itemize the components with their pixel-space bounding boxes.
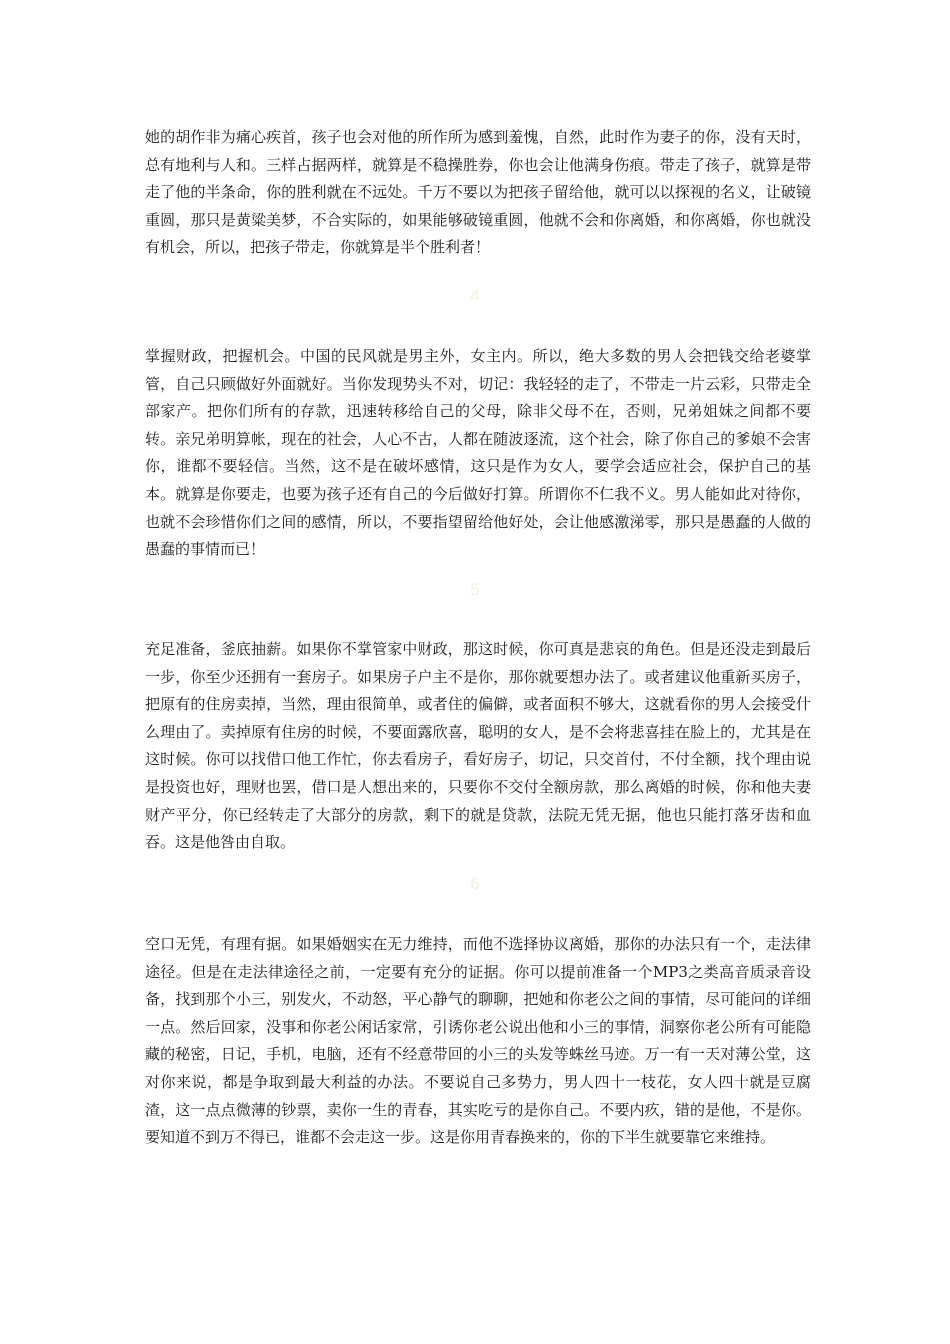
section-number-5: 5 (470, 580, 480, 599)
paragraph-preparation: 充足准备，釜底抽薪。如果你不掌管家中财政，那这时候，你可真是悲哀的角色。但是还没走到最后一步，你至少还拥有一套房子。如果房子户主不是你，那你就要想办法了。或者建议他重新买房子，把原有的住房卖掉，当然，理由很简单，或者住的偏僻，或者面积不够大，这就看你的男人会接受什么理由了。卖掉原有住房的时候，不要面露欣喜，聪明的女人，是不会将悲喜挂在脸上的，尤其是在这时候。你可以找借口他工作忙，你去看房子，看好房子，切记，只交首付，不付全额，找个理由说是投资也好，理财也罢，借口是人想出来的，只要你不交付全额房款，那么离婚的时候，你和他夫妻财产平分，你已经转走了大部分的房款，剩下的就是贷款，法院无凭无据，他也只能打落牙齿和血吞。这是他咎由自取。 (145, 640, 811, 852)
paragraph-custody: 她的胡作非为痛心疾首，孩子也会对他的所作所为感到羞愧，自然，此时作为妻子的你，没有天时，总有地利与人和。三样占据两样，就算是不稳操胜券，你也会让他满身伤痕。带走了孩子，就算是带走了他的半条命，你的胜利就在不远处。千万不要以为把孩子留给他，就可以以探视的名义，让破镜重圆，那只是黄粱美梦，不合实际的，如果能够破镜重圆，他就不会和你离婚，和你离婚，你也就没有机会，所以，把孩子带走，你就算是半个胜利者！ (145, 128, 811, 257)
paragraph-finances: 掌握财政，把握机会。中国的民风就是男主外，女主内。所以，绝大多数的男人会把钱交给老婆掌管，自己只顾做好外面就好。当你发现势头不对，切记：我轻轻的走了，不带走一片云彩，只带走全部家产。把你们所有的存款，迅速转移给自己的父母，除非父母不在，否则，兄弟姐妹之间都不要转。亲兄弟明算帐，现在的社会，人心不古，人都在随波逐流，这个社会，除了你自己的爹娘不会害你，谁都不要轻信。当然，这不是在破坏感情，这只是作为女人，要学会适应社会，保护自己的基本。就算是你要走，也要为孩子还有自己的今后做好打算。所谓你不仁我不义。男人能如此对待你，也就不会珍惜你们之间的感情，所以，不要指望留给他好处，会让他感激涕零，那只是愚蠢的人做的愚蠢的事情而已！ (145, 347, 811, 559)
paragraph-evidence: 空口无凭，有理有据。如果婚姻实在无力维持，而他不选择协议离婚，那你的办法只有一个，走法律途径。但是在走法律途径之前，一定要有充分的证据。你可以提前准备一个MP3之类高音质录音设备，找到那个小三，别发火，不动怒，平心静气的聊聊，把她和你老公之间的事情，尽可能问的详细一点。然后回家，没事和你老公闲话家常，引诱你老公说出他和小三的事情，洞察你老公所有可能隐藏的秘密，日记，手机，电脑，还有不经意带回的小三的头发等蛛丝马迹。万一有一天对薄公堂，这对你来说，都是争取到最大利益的办法。不要说自己多势力，男人四十一枝花，女人四十就是豆腐渣，这一点点微薄的钞票，卖你一生的青春，其实吃亏的是你自己。不要内疚，错的是他，不是你。要知道不到万不得已，谁都不会走这一步。这是你用青春换来的，你的下半生就要靠它来维持。 (145, 935, 811, 1147)
section-number-4: 4 (470, 286, 480, 305)
section-number-6: 6 (470, 874, 480, 893)
